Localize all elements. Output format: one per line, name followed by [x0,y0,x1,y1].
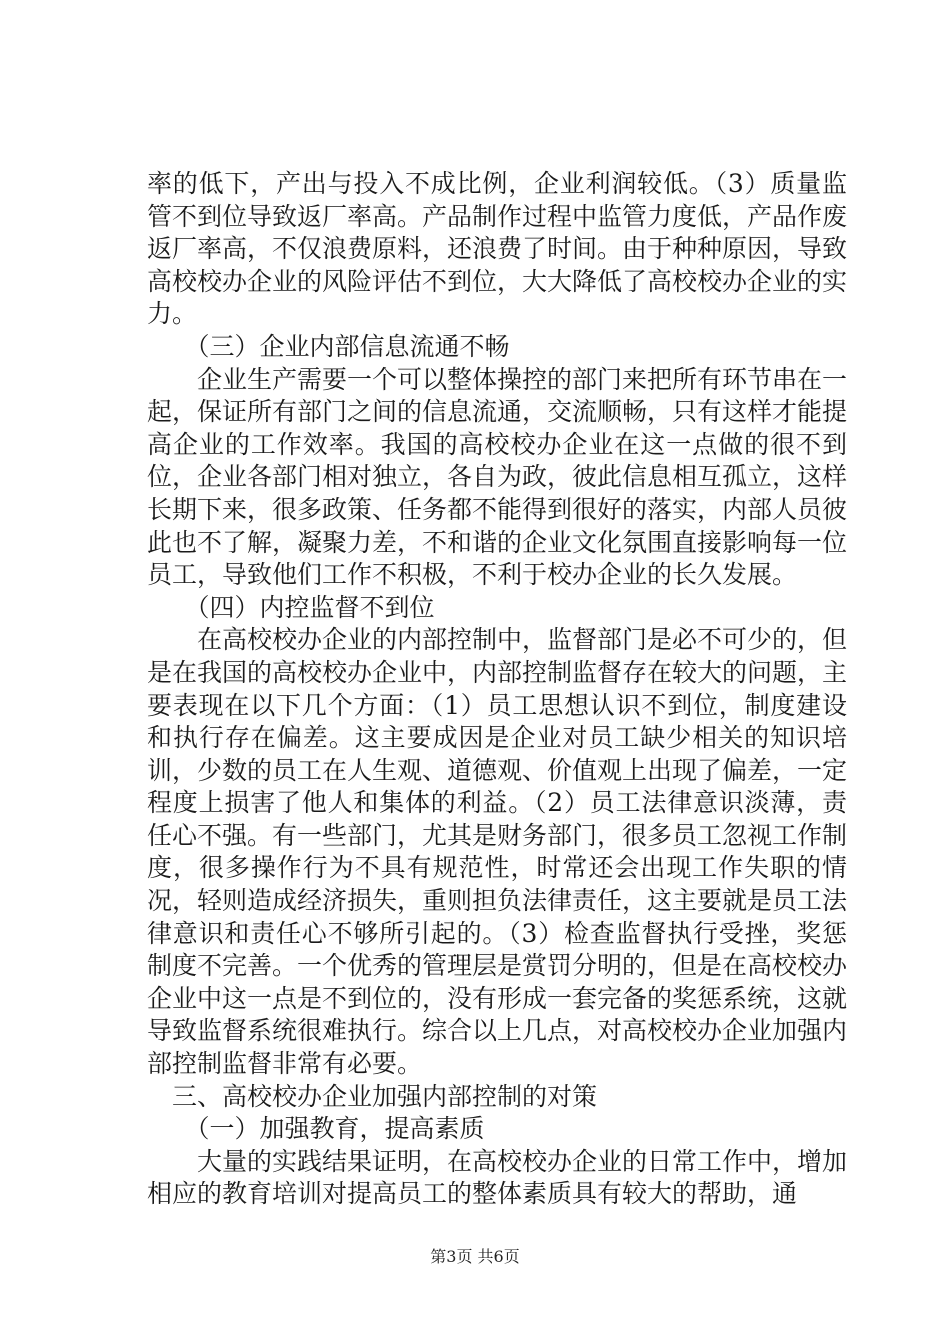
paragraph-internal-supervision: 在高校校办企业的内部控制中，监督部门是必不可少的，但是在我国的高校校办企业中，内部控制监督存在较大的问题，主要表现在以下几个方面：（1）员工思想认识不到位，制度建设和执行存在偏差。这主要成因是企业对员工缺少相关的知识培训，少数的员工在人生观、道德观、价值观上出现了偏差，一定程度上损害了他人和集体的利益。（2）员工法律意识淡薄，责任心不强。有一些部门，尤其是财务部门，很多员工忽视工作制度，很多操作行为不具有规范性，时常还会出现工作失职的情况，轻则造成经济损失，重则担负法律责任，这主要就是员工法律意识和责任心不够所引起的。（3）检查监督执行受挫，奖惩制度不完善。一个优秀的管理层是赏罚分明的，但是在高校校办企业中这一点是不到位的，没有形成一套完备的奖惩系统，这就导致监督系统很难执行。综合以上几点，对高校校办企业加强内部控制监督非常有必要。 [147,625,848,1079]
heading-section-three: 三、高校校办企业加强内部控制的对策 [172,1081,598,1111]
page-number-footer: 第3页 共6页 [430,1247,520,1266]
document-body [147,168,847,1211]
heading-strengthen-education: （一）加强教育，提高素质 [184,1114,485,1144]
paragraph-strengthen-education: 大量的实践结果证明，在高校校办企业的日常工作中，增加相应的教育培训对提高员工的整体素质具有较大的帮助，通 [147,1146,848,1209]
heading-internal-supervision: （四）内控监督不到位 [184,592,435,622]
heading-information-flow: （三）企业内部信息流通不畅 [184,331,510,361]
paragraph-information-flow: 企业生产需要一个可以整体操控的部门来把所有环节串在一起，保证所有部门之间的信息流通，交流顺畅，只有这样才能提高企业的工作效率。我国的高校校办企业在这一点做的很不到位，企业各部门相对独立，各自为政，彼此信息相互孤立，这样长期下来，很多政策、任务都不能得到很好的落实，内部人员彼此也不了解，凝聚力差，不和谐的企业文化氛围直接影响每一位员工，导致他们工作不积极，不利于校办企业的长久发展。 [147,364,848,590]
paragraph-risk-assessment-continued: 率的低下，产出与投入不成比例，企业利润较低。（3）质量监管不到位导致返厂率高。产品制作过程中监管力度低，产品作废返厂率高，不仅浪费原料，还浪费了时间。由于种种原因，导致高校校办企业的风险评估不到位，大大降低了高校校办企业的实力。 [147,169,848,329]
